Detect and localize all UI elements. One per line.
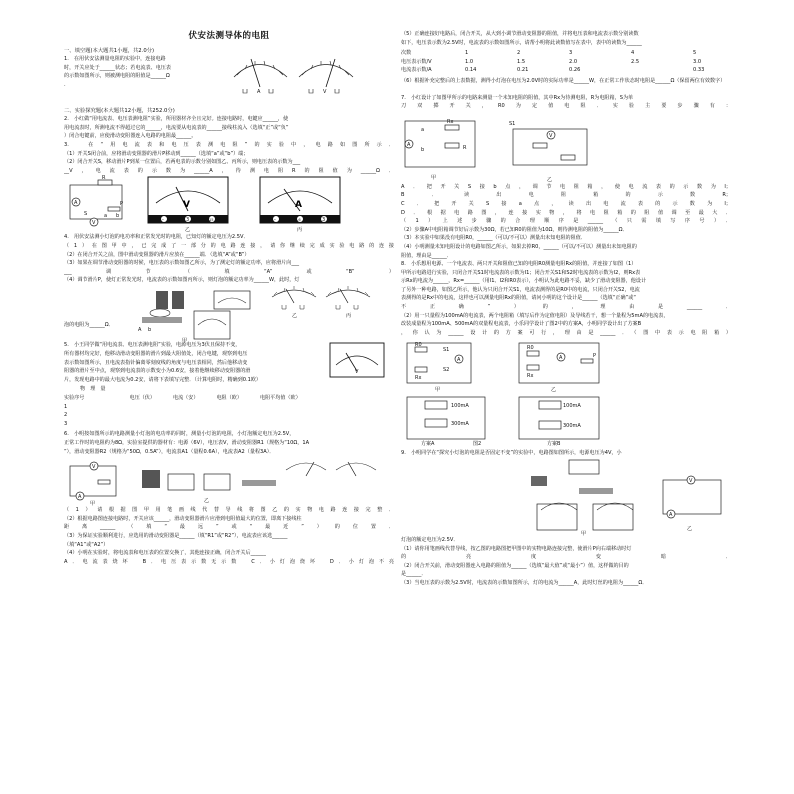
q7b-voltmeter-symbol: V [549,132,553,139]
q3-slider-label: P [120,201,124,208]
q7b-s1-label: S1 [509,120,516,127]
q8b-rx-label: Rx [527,373,534,380]
q3-v-minus: - [162,217,164,224]
q3-v-three: 3 [186,217,190,224]
q3-line: 3. 在“用电流表和电压表测电阻”的实验中，电路如图所示． [64,141,394,148]
q8-s1-label: S1 [443,347,450,354]
q6b-line: 如下，电压表示数为2.5V时，电流表的示数如图所示，请帮小明将此读数值写在表中，表中的读数为______ [401,39,642,46]
q7-ammeter-symbol: A [407,141,411,148]
q9-line: （3）当电压表的示数为2.5V时，电流表的示数如图所示，灯的电流为______A，此时灯丝的电阻为______Ω． [401,580,648,586]
q6-ammeter-symbol: A [78,494,82,501]
q4-line: 4. 用伏安法测小灯泡的电功率和正常发光时的电阻，已知灯的额定电压为2.5V． [64,234,249,241]
question-2 [64,115,394,141]
q1-line: 的示数如图所示，则被测电阻的阻值是______Ω [64,73,170,80]
q8-plan-a-label: 方案A [421,441,435,448]
q8-fig-yi: 乙 [551,387,557,394]
q7-fig-yi: 乙 [547,176,553,183]
q5-table-header: 电流（安） [172,395,199,402]
q7-terminal-b: b [421,146,425,153]
q9-line: 9. 小明同学在“探究小灯泡的电阻是否固定不变”的实验中，电路图如图所示，电源电压为4V，小 [401,450,622,457]
table-cell: 电压表示数/V [401,58,432,65]
q8-line: 示Rx的电流为______，Rx=______（用I1、I2和R0表示），小明认为此电路不妥，缺少了滑动变阻器，他设计 [401,278,647,285]
q8-plan-a-range: 100mA [451,403,469,410]
table-cell: 5 [693,50,697,57]
q3-fig-bing: 丙 [297,227,303,234]
q3-terminal-a: a [104,213,108,220]
q7-line: 刀双掷开关，R0为定值电阻．实验主要步骤有： [401,103,731,110]
q7-line: 7. 小红设计了如图甲所示的电路来测量一个未知电阻的阻值，其中Rx为待测电阻，R为电阻箱，S为单 [401,94,634,101]
q8b-ammeter-symbol: A [559,355,563,362]
q7-line: D．根据电路图，连接实物，将电阻箱的阻值调至最大． [401,209,731,216]
q8-plan-a-range2: 300mA [451,421,469,428]
question-9-continued [401,536,731,588]
q6-line: （3）为保证实验顺利进行，应选用的滑动变阻器是______（填“R1”或“R2”），电流表应该选______ [64,532,288,539]
q3-voltmeter-face: V [183,200,190,211]
q5-line: 5. 小王同学做“用电流表、电压表测电阻”实验，电源电压为3伏且保持不变， [64,342,241,349]
left-column [64,0,394,566]
q6b-line: （5）正确连接好电路后，闭合开关，从大到小调节滑动变阻器的阻值，并将电压表和电流表示数分别读数 [401,31,639,37]
q6-line: 距离______（填“最远”或“最近”）的位置． [64,524,394,531]
table-cell: 0.21 [517,67,529,74]
q5-table-subheader: 实验序号 [64,395,85,402]
q7-figure [401,111,731,183]
q3-switch-label: S [84,211,88,218]
table-cell: 1.5 [517,58,526,65]
q3-line: __V，电流表的示数为______A，待测电阻R的阻值为______Ω． [64,167,394,174]
table-cell: 3.0 [693,58,702,65]
q8-line: 甲所示电路进行实验，只闭合开关S1时电流表的示数为I1；闭合开关S1和S2时电流表的示数为I2，则Rx表 [401,269,641,276]
q1-line: 时，开关应处于______状态；若电流表、电压表 [64,64,171,71]
q3-ammeter-symbol: A [74,200,78,207]
q4-line: （3）如果在调节滑动变阻器的时候，电压表的示数如图乙所示，为了测定灯的额定功率，应将滑片向___ [64,260,300,267]
q8-s2-label: S2 [443,367,450,374]
q8-line: 8. 小乐想用电源、一个电流表、两只开关和阻值已知的电阻R0测量电阻Rx的阻值，并连接了如图（1） [401,261,637,268]
q7-line: （3）本实验中如果没有电阻R0，______（可以/不可以）测量出未知电阻的阻值． [401,235,586,242]
q7-rx-label: Rx [447,118,454,125]
q3-figure [64,175,394,233]
q6-line: 正常工作时的电阻约为8Ω，实验室提供的器材有：电源（6V），电压表V，滑动变阻器R1（规格为“10Ω，1A [64,440,310,446]
q6-line: （4）小明在实验时，将电流表和电压表的位置交换了，其他连接正确，闭合开关后______ [64,550,266,557]
q3-line: （2）闭合开关S，移动滑片P到某一位置后，若两电表的示数分别如图乙、丙所示，则电压表的示数为___ [64,159,301,166]
q6-fig-yi: 乙 [204,498,210,505]
q2-line: 用电流表时，所测电流不得超过它的______，电流要从电流表的______接线柱流入（选填“正”或“负” [64,124,289,131]
q5-table-header: 电阻平均值（欧） [259,395,301,402]
page-title: 伏安法测导体的电阻 [188,31,270,41]
q7-line: （1）上述步骤的合理顺序是______（只需填写序号）． [401,218,731,225]
q8-line: 改装成量程为100mA、500mA的双量程电流表，小乐同学设计了图2中的方案A，小明同学设计出了方案B [401,321,642,328]
table-row: 2 [64,412,68,419]
q3-line: （1）开关S闭合前，应将滑动变阻器的滑片P移动到______（选填“a”或“b”）端； [64,150,249,157]
q4-line: （2）在闭合开关之前，图中滑动变阻器的滑片应放在______端．（选填“A”或“B”） [64,251,250,258]
section-2-heading: 二、实验探究题(本大题共12小题，共252.0分) [64,107,175,114]
q8-plan-b-range2: 300mA [563,423,581,430]
q9-line: 的亮度变暗． [401,554,731,561]
q6-line: ”），滑动变阻器R2（规格为“50Ω，0.5A”），电流表A1（量程0.6A），电流表A2（量程3A）． [64,448,275,455]
q8-fig2-label: 图2 [473,441,482,448]
q6c-line: （6）根据补充完整后的上表数据，测得小灯泡在电压为2.0V时的实际功率是______W，在正常工作状态时电阻是______Ω（保留两位有效数字） [401,77,726,84]
q3-a-three: 3 [322,217,326,224]
q7-terminal-a: a [421,126,425,133]
q7-line: A．把开关S接b点，调节电阻箱，使电流表的示数为I； [401,183,731,190]
q6-readings-table [401,49,710,75]
q8-r0-label: R0 [415,342,422,349]
q6-figure [64,456,394,506]
q3-a-minus: - [274,217,276,224]
q5-table-header: 电阻（欧） [216,395,242,402]
q3-fig-yi: 乙 [185,227,191,234]
table-cell: 3 [569,50,573,57]
q6-line: （1）请根据图甲用笔画线代替导线将图乙的实物电路连接完整． [64,507,394,514]
q7-fig-jia: 甲 [431,174,437,181]
q5-table-header: 物 理 量 [80,386,106,393]
q5-table [64,385,307,428]
q7-line: （2）步骤A中电阻箱调节好后示数为30Ω，若已知R0的阻值为10Ω，则待测电阻的阻值为______Ω． [401,226,628,233]
q6-line: （2）根据电路图连接电路时，开关应该______，滑动变阻器滑片应滑到电阻值最大的位置，即离下接线柱 [64,515,302,522]
q7-line: C．把开关S接a点，读出电流表的示数为I； [401,200,731,207]
q4-fig-bing: 丙 [346,312,352,319]
q4-line: （1）在图甲中，已完成了一部分的电路连接，请你继续完成实验电路的连接 [64,242,394,249]
q1-line: 1. 在用伏安法测量电阻的实验中，连接电路 [64,56,166,63]
table-cell [631,66,693,75]
q8-figure [401,337,731,447]
q9-fig-yi: 乙 [687,526,693,533]
q4-terminal-B: b [148,326,152,333]
q8-line: 了另外一种电路，如图乙所示，他认为只闭合开关S1，电流表测得的是R0中的电流，只闭合开关S2，电流 [401,286,640,293]
q8b-r0-label: R0 [527,345,534,352]
q4-line: 泡的电阻为______Ω． [64,321,114,328]
table-cell: 0.26 [569,67,581,74]
table-cell: 2 [517,50,521,57]
q8-line: ，你认为______设计的方案可行，理由是______．（图中表示电阻箱） [401,329,731,336]
q5-line: 表示数如图所示，且电流表指针偏离零刻度线的角度与电压表相同，然后他移动变 [64,359,248,366]
q4-line: （4）调节滑片P，使灯正常发光时，电流表的示数如图丙所示，则灯泡的额定功率为______W，此时，灯 [64,277,300,284]
q8-plan-b-range: 100mA [563,403,581,410]
question-3 [64,141,394,175]
table-cell: 电流表示数/A [401,67,432,74]
q6-line: 6. 小明按如图所示的电路测量小灯泡的电功率的同时，测量小灯泡的电阻，小灯泡额定电压为2.5V， [64,431,295,438]
q7-r-label: R [463,144,467,151]
table-cell: 次数 [401,50,412,57]
q4-fig-yi: 乙 [292,312,298,319]
table-row: 3 [64,420,68,427]
q8-fig-jia: 甲 [435,387,441,394]
ammeter-label: A [257,89,261,96]
table-cell: 0.14 [465,67,477,74]
question-7 [401,94,731,111]
q3-v-fifteen: 15 [209,218,214,223]
q9-fig-jia: 甲 [581,531,587,537]
q5-voltmeter-figure [328,341,386,381]
question-7-steps [401,183,731,260]
q4-fig-jia: 甲 [182,337,188,343]
q1-line: . [64,81,66,88]
q8-ammeter-symbol: A [457,357,461,364]
q7-line: 阻值，理由是______． [401,252,452,259]
question-6-continued [64,506,394,566]
table-cell: 1 [465,50,469,57]
q8-rx-label: Rx [415,375,422,382]
question-9 [401,449,731,458]
q7-line: （4）小明测量未知电阻设计的电路如图乙所示，如果去掉R0，______（可以/不可以）测量出未知电阻的 [401,243,637,250]
q3-voltmeter-symbol: V [92,220,96,227]
q8-line: 表测得的是Rx中的电流，这样也可以测量电阻Rx的阻值，请问小明的这个设计是______（选填“正确”或“ [401,295,636,302]
q3-a-point6: 0.6 [295,218,301,223]
q9-ammeter-symbol: A [669,512,673,519]
q5-line: 所有器材均完好，他移动滑动变阻器的滑片到最大阻值处，闭合电键，观察到电压 [64,351,248,358]
q4-line: ___调节（填“A”或“B”） [64,268,394,275]
table-cell: 4 [631,50,635,57]
q5-voltmeter-face: V [355,369,359,376]
table-cell: 2.0 [569,58,578,65]
table-cell: 1.0 [465,58,474,65]
voltmeter-label: V [323,89,327,96]
table-cell: 0.33 [693,67,705,74]
q5-line: 片，发现电路中的最大电流为0.2安，请将下表填写完整．（计算电阻时，精确到0.1欧） [64,376,262,383]
q6-fig-jia: 甲 [90,501,96,507]
q6-line: （填“A1”或“A2”） [64,541,109,548]
q8-line: 不正确”）的，理由是______． [401,304,731,311]
q1-meters-figure [229,47,359,99]
q7-line: B．读出电阻箱的示数R； [401,192,731,199]
q3-terminal-b: b [116,213,120,220]
q3-resistor-label: R [102,175,106,182]
question-1 [64,55,394,96]
q6-line: A．电流表烧坏 B．电压表示数无示数 C．小灯泡烧坏 D．小灯泡不亮 [64,558,394,565]
q9-line: 是______． [401,571,427,578]
question-6 [64,430,394,456]
q8-line: （2）用一只量程为100mA的电流表，两个电阻箱（填写后作为定值电阻）及导线若干，想一个量程为5mA的电流表， [401,312,669,319]
question-5 [64,341,394,384]
q9-figure [401,458,731,536]
q9-line: 灯泡的额定电压为2.5V． [401,537,459,544]
q3-ammeter-face: A [295,200,302,211]
right-column [401,30,731,588]
q8-plan-b-label: 方案B [547,441,561,448]
q5-line: 阻器的滑片至中点，观察到电流表的示数变小为0.6安，接着他继续移动变阻器的滑 [64,368,251,375]
q9-voltmeter-symbol: V [689,478,693,485]
table-row: 1 [64,403,68,410]
section-1-heading: 一、填空题(本大题共1小题，共2.0分) [64,47,155,54]
q6-voltmeter-symbol: V [92,464,96,471]
q9-line: （1）请你用笔画线代替导线，按乙图的电路图把甲图中的实物电路连接完整，使滑片P向右端移动时灯 [401,545,632,552]
q2-line: ）闭合电键前，应使滑动变阻器连入电路的电阻最______。 [64,133,197,140]
q2-line: 2. 小红做“用电流表、电压表测电阻”实验，所用器材齐全且完好。连接电路时，电键应______，使 [64,116,289,123]
q8b-slider-label: P [593,353,597,360]
q4-terminal-A: A [138,326,142,333]
q9-line: （2）闭合开关前，滑动变阻器连入电路的阻值为______（选填“最大值”或“最小”）值，这样做的目的 [401,562,629,569]
q5-table-header: 电压（伏） [129,395,155,402]
table-cell: 2.5 [631,58,640,65]
question-4 [64,233,394,285]
question-6-part5 [401,30,731,47]
question-8 [401,260,731,337]
